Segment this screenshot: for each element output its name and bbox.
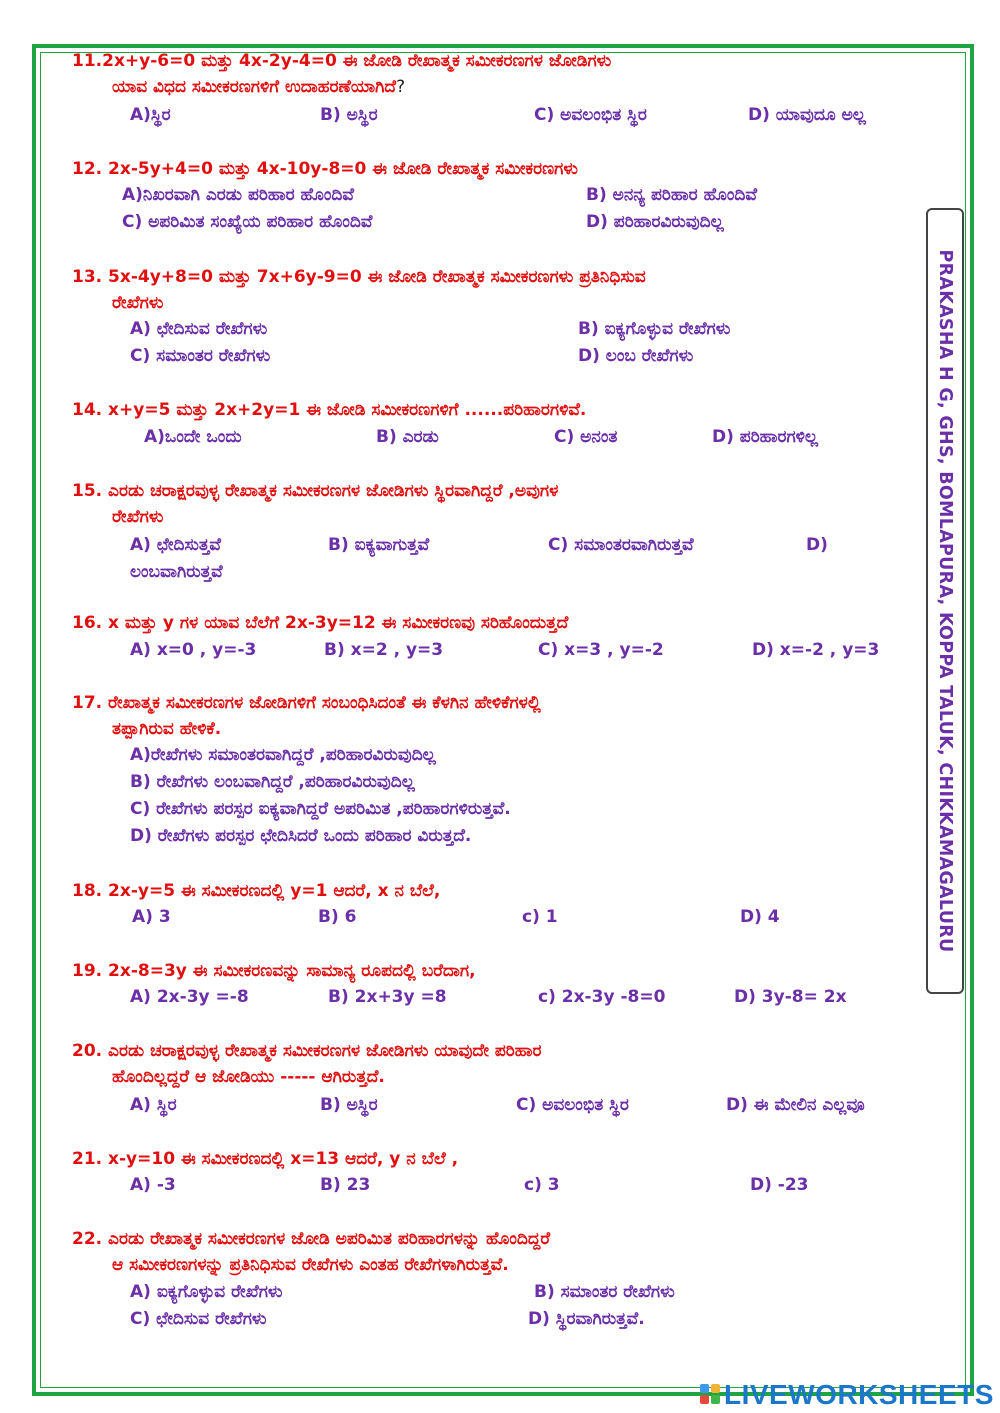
option-d[interactable]: D) ಸ್ಥಿರವಾಗಿರುತ್ತವೆ. — [528, 1309, 645, 1329]
option-d[interactable]: D) ಈ ಮೇಲಿನ ಎಲ್ಲವೂ — [726, 1095, 865, 1115]
option-a[interactable]: A) ಛೇದಿಸುತ್ತವೆ — [130, 535, 221, 555]
brand-name: LIVEWORKSHEETS — [724, 1379, 994, 1410]
option-c[interactable]: C) ಅನಂತ — [554, 427, 618, 447]
option-c[interactable]: C) ಛೇದಿಸುವ ರೇಖೆಗಳು — [130, 1309, 267, 1329]
question-text-cont: ರೇಖೆಗಳು — [112, 293, 164, 313]
option-a[interactable]: A)ನಿಖರವಾಗಿ ಎರಡು ಪರಿಹಾರ ಹೊಂದಿವೆ — [122, 185, 354, 205]
option-c[interactable]: c) 2x-3y -8=0 — [538, 987, 666, 1007]
option-b[interactable]: B) 6 — [318, 907, 357, 927]
question-text: 11.2x+y-6=0 ಮತ್ತು 4x-2y-4=0 ಈ ಜೋಡಿ ರೇಖಾತ್ಮಕ ಸಮೀಕರಣಗಳ ಜೋಡಿಗಳು — [72, 51, 612, 71]
option-a[interactable]: A)ರೇಖೆಗಳು ಸಮಾಂತರವಾಗಿದ್ದರೆ ,ಪರಿಹಾರವಿರುವುದಿಲ್ಲ — [130, 745, 436, 765]
option-b[interactable]: B) ಅನನ್ಯ ಪರಿಹಾರ ಹೊಂದಿವೆ — [586, 185, 757, 205]
question-text: 17. ರೇಖಾತ್ಮಕ ಸಮೀಕರಣಗಳ ಜೋಡಿಗಳಿಗೆ ಸಂಬಂಧಿಸಿದಂತೆ ಈ ಕೆಳಗಿನ ಹೇಳಿಕೆಗಳಲ್ಲಿ — [72, 693, 541, 713]
option-a[interactable]: A) ಐಕ್ಯಗೊಳ್ಳುವ ರೇಖೆಗಳು — [130, 1282, 283, 1302]
option-c[interactable]: C) ಅವಲಂಭಿತ ಸ್ಥಿರ — [534, 105, 647, 125]
option-a[interactable]: A) ಸ್ಥಿರ — [130, 1095, 177, 1115]
option-a[interactable]: A) -3 — [130, 1175, 176, 1195]
question-16 — [72, 610, 922, 636]
option-d[interactable]: D) ಲಂಬ ರೇಖೆಗಳು — [578, 346, 694, 366]
option-c[interactable]: C) ಅಪರಿಮಿತ ಸಂಖ್ಯೆಯ ಪರಿಹಾರ ಹೊಂದಿವೆ — [122, 212, 373, 232]
question-19 — [72, 958, 922, 984]
question-text-cont: ಹೊಂದಿಲ್ಲದ್ದರೆ ಆ ಜೋಡಿಯು ----- ಆಗಿರುತ್ತದೆ. — [112, 1067, 385, 1087]
option-a[interactable]: A)ಸ್ಥಿರ — [130, 105, 171, 125]
option-d[interactable]: D) 4 — [740, 907, 780, 927]
option-d[interactable]: D) ಯಾವುದೂ ಅಲ್ಲ — [748, 105, 866, 125]
question-21 — [72, 1146, 922, 1172]
question-text: 15. ಎರಡು ಚರಾಕ್ಷರವುಳ್ಳ ರೇಖಾತ್ಮಕ ಸಮೀಕರಣಗಳ ಜೋಡಿಗಳು ಸ್ಥಿರವಾಗಿದ್ದರೆ ,ಅವುಗಳ — [72, 481, 559, 501]
option-a[interactable]: A) 2x-3y =-8 — [130, 987, 249, 1007]
option-a[interactable]: A)ಒಂದೇ ಒಂದು — [144, 427, 242, 447]
question-text: 20. ಎರಡು ಚರಾಕ್ಷರವುಳ್ಳ ರೇಖಾತ್ಮಕ ಸಮೀಕರಣಗಳ ಜೋಡಿಗಳು ಯಾವುದೇ ಪರಿಹಾರ — [72, 1041, 542, 1061]
question-text-cont: ಯಾವ ವಿಧದ ಸಮೀಕರಣಗಳಿಗೆ ಉದಾಹರಣೆಯಾಗಿದೆ — [112, 77, 397, 97]
option-a[interactable]: A) x=0 , y=-3 — [130, 640, 257, 660]
question-text: 21. x-y=10 ಈ ಸಮೀಕರಣದಲ್ಲಿ x=13 ಆದರೆ, y ನ ಬೆಲೆ , — [72, 1149, 459, 1169]
question-20 — [72, 1038, 922, 1090]
option-c[interactable]: c) 3 — [524, 1175, 560, 1195]
option-d[interactable]: D) ಪರಿಹಾರವಿರುವುದಿಲ್ಲ — [586, 212, 724, 232]
option-c[interactable]: C) ರೇಖೆಗಳು ಪರಸ್ಪರ ಐಕ್ಯವಾಗಿದ್ದರೆ ಅಪರಿಮಿತ ,ಪರಿಹಾರಗಳಿರುತ್ತವೆ. — [130, 799, 511, 819]
question-text: 16. x ಮತ್ತು y ಗಳ ಯಾವ ಬೆಲೆಗೆ 2x-3y=12 ಈ ಸಮೀಕರಣವು ಸರಿಹೊಂದುತ್ತದೆ — [72, 613, 569, 633]
question-mark: ? — [396, 77, 406, 97]
question-17 — [72, 690, 922, 742]
option-d[interactable]: D) -23 — [750, 1175, 809, 1195]
option-b[interactable]: B) 2x+3y =8 — [328, 987, 447, 1007]
question-text-cont: ರೇಖೆಗಳು — [112, 507, 164, 527]
question-11 — [72, 48, 922, 100]
option-c[interactable]: C) x=3 , y=-2 — [538, 640, 664, 660]
question-text: 12. 2x-5y+4=0 ಮತ್ತು 4x-10y-8=0 ಈ ಜೋಡಿ ರೇಖಾತ್ಮಕ ಸಮೀಕರಣಗಳು — [72, 159, 578, 179]
option-b[interactable]: B) ಐಕ್ಯವಾಗುತ್ತವೆ — [328, 535, 430, 555]
option-c[interactable]: C) ಸಮಾಂತರ ರೇಖೆಗಳು — [130, 346, 271, 366]
option-b[interactable]: B) ಎರಡು — [376, 427, 439, 447]
option-d[interactable]: D) ಪರಿಹಾರಗಳಿಲ್ಲ — [712, 427, 818, 447]
option-d[interactable]: D) x=-2 , y=3 — [752, 640, 880, 660]
option-b[interactable]: B) ಅಸ್ಥಿರ — [320, 1095, 378, 1115]
option-d[interactable]: D) ರೇಖೆಗಳು ಪರಸ್ಪರ ಛೇದಿಸಿದರೆ ಒಂದು ಪರಿಹಾರ ವಿರುತ್ತದೆ. — [130, 826, 472, 846]
option-b[interactable]: B) x=2 , y=3 — [324, 640, 444, 660]
liveworksheets-logo[interactable] — [700, 1378, 994, 1412]
question-13 — [72, 264, 922, 316]
question-text: 18. 2x-y=5 ಈ ಸಮೀಕರಣದಲ್ಲಿ y=1 ಆದರೆ, x ನ ಬೆಲೆ, — [72, 881, 441, 901]
option-b[interactable]: B) ಸಮಾಂತರ ರೇಖೆಗಳು — [534, 1282, 675, 1302]
question-22 — [72, 1226, 922, 1278]
option-a[interactable]: A) 3 — [132, 907, 171, 927]
question-text: 14. x+y=5 ಮತ್ತು 2x+2y=1 ಈ ಜೋಡಿ ಸಮೀಕರಣಗಳಿಗೆ ......ಪರಿಹಾರಗಳಿವೆ. — [72, 400, 587, 420]
question-text: 19. 2x-8=3y ಈ ಸಮೀಕರಣವನ್ನು ಸಾಮಾನ್ಯ ರೂಪದಲ್ಲಿ ಬರೆದಾಗ, — [72, 961, 476, 981]
option-d[interactable]: D) — [806, 535, 828, 555]
option-b[interactable]: B) ರೇಖೆಗಳು ಲಂಬವಾಗಿದ್ದರೆ ,ಪರಿಹಾರವಿರುವುದಿಲ್ಲ — [130, 772, 415, 792]
option-d-text[interactable]: ಲಂಬವಾಗಿರುತ್ತವೆ — [130, 562, 223, 582]
question-text-cont: ಆ ಸಮೀಕರಣಗಳನ್ನು ಪ್ರತಿನಿಧಿಸುವ ರೇಖೆಗಳು ಎಂತಹ ರೇಖೆಗಳಾಗಿರುತ್ತವೆ. — [112, 1255, 509, 1275]
author-side-label: PRAKASHA H G, GHS, BOMLAPURA, KOPPA TALUK, CHIKKAMAGALURU — [935, 249, 955, 953]
option-b[interactable]: B) 23 — [320, 1175, 371, 1195]
options-17 — [130, 742, 511, 850]
option-a[interactable]: A) ಛೇದಿಸುವ ರೇಖೆಗಳು — [130, 319, 268, 339]
option-c[interactable]: C) ಅವಲಂಭಿತ ಸ್ಥಿರ — [516, 1095, 629, 1115]
question-12 — [72, 156, 922, 182]
question-text: 22. ಎರಡು ರೇಖಾತ್ಮಕ ಸಮೀಕರಣಗಳ ಜೋಡಿ ಅಪರಿಮಿತ ಪರಿಹಾರಗಳನ್ನು ಹೊಂದಿದ್ದರೆ — [72, 1229, 551, 1249]
option-c[interactable]: c) 1 — [522, 907, 558, 927]
question-text: 13. 5x-4y+8=0 ಮತ್ತು 7x+6y-9=0 ಈ ಜೋಡಿ ರೇಖಾತ್ಮಕ ಸಮೀಕರಣಗಳು ಪ್ರತಿನಿಧಿಸುವ — [72, 267, 646, 287]
question-15 — [72, 478, 922, 530]
option-c[interactable]: C) ಸಮಾಂತರವಾಗಿರುತ್ತವೆ — [548, 535, 694, 555]
option-b[interactable]: B) ಐಕ್ಯಗೊಳ್ಳುವ ರೇಖೆಗಳು — [578, 319, 731, 339]
option-d[interactable]: D) 3y-8= 2x — [734, 987, 847, 1007]
question-18 — [72, 878, 922, 904]
question-text-cont: ತಪ್ಪಾಗಿರುವ ಹೇಳಿಕೆ. — [112, 719, 222, 739]
liveworksheets-icon — [700, 1384, 722, 1406]
question-14 — [72, 397, 922, 423]
option-b[interactable]: B) ಅಸ್ಥಿರ — [320, 105, 378, 125]
